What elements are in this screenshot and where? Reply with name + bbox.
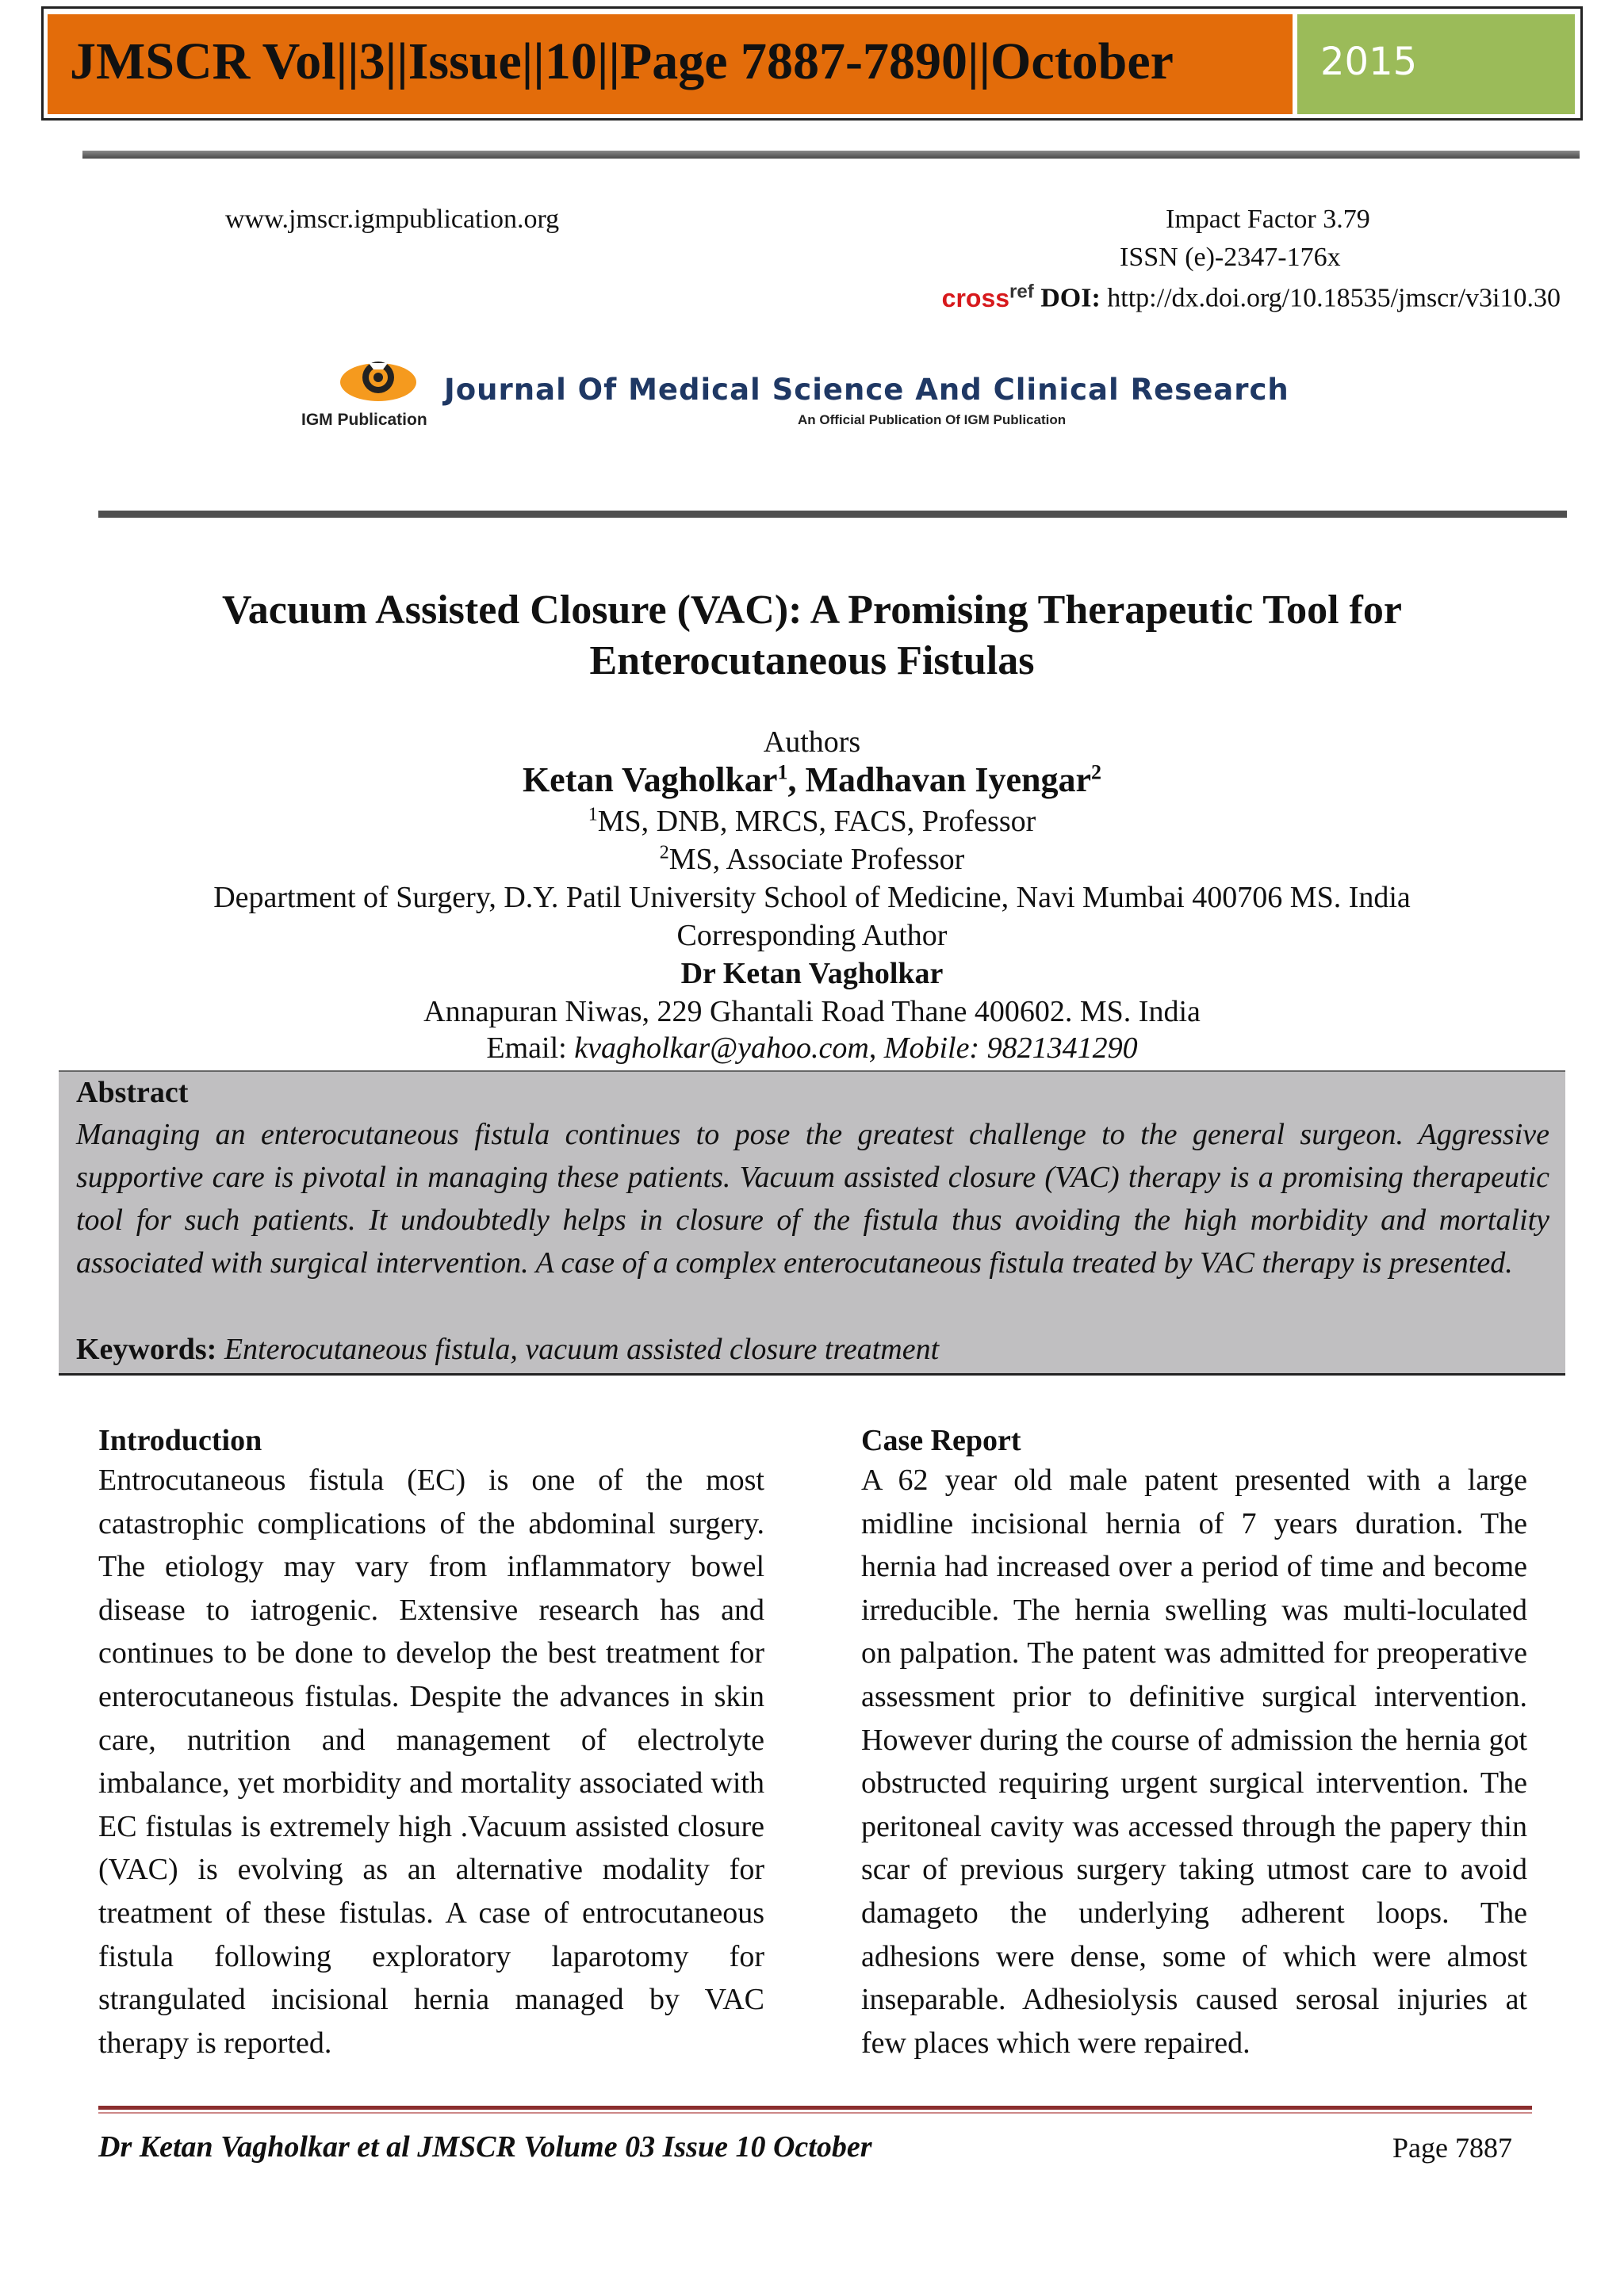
issue-year: 2015	[1320, 40, 1418, 84]
crossref-logo	[941, 281, 1034, 312]
journal-issue-title: JMSCR Vol||3||Issue||10||Page 7887-7890||October	[70, 33, 1174, 90]
affiliation-1-text: MS, DNB, MRCS, FACS, Professor	[597, 805, 1036, 838]
journal-name: Journal Of Medical Science And Clinical Research	[444, 373, 1289, 407]
doi-label: DOI:	[1040, 283, 1101, 313]
affiliation-1	[0, 804, 1624, 839]
email-label: Email:	[486, 1031, 575, 1065]
author-names	[0, 760, 1624, 800]
introduction-text: Entrocutaneous fistula (EC) is one of the most catastrophic complications of the abdominal surgery. The etiology may vary from inflammatory bowel disease to iatrogenic. Extensive research has and continues to be done to develop the best treatment for enterocutaneous fistulas. Despite the advances in skin care, nutrition and management of electrolyte imbalance, yet morbidity and mortality associated with EC fistulas is extremely high .Vacuum assisted closure (VAC) is evolving as an alternative modality for treatment of these fistulas. A case of entrocutaneous fistula following exploratory laparotomy for strangulated incisional hernia managed by VAC therapy is reported.	[98, 1464, 764, 2060]
author-separator: ,	[787, 760, 806, 799]
logo-divider	[98, 511, 1567, 518]
case-report-heading: Case Report	[861, 1424, 1021, 1457]
abstract-heading: Abstract	[76, 1076, 189, 1109]
department: Department of Surgery, D.Y. Patil University School of Medicine, Navi Mumbai 400706 MS. India	[213, 881, 1411, 914]
doi-link[interactable]: http://dx.doi.org/10.18535/jmscr/v3i10.30	[1107, 283, 1561, 313]
corresponding-author-label: Corresponding Author	[676, 919, 948, 952]
journal-tagline: An Official Publication Of IGM Publication	[798, 412, 1067, 427]
abstract-text: Managing an enterocutaneous fistula continues to pose the greatest challenge to the general surgeon. Aggressive supportive care is pivotal in managing these patients. Vacuum assisted closure (VAC) therapy is a promising therapeutic tool for such patients. It undoubtedly helps in closure of the fistula thus avoiding the high morbidity and mortality associated with surgical intervention. A case of a complex enterocutaneous fistula treated by VAC therapy is presented.	[76, 1118, 1549, 1280]
author-2-sup: 2	[1091, 760, 1102, 784]
author-1-sup: 1	[777, 760, 788, 784]
affiliation-1-sup: 1	[588, 804, 598, 825]
footer-divider-thin	[98, 2112, 1532, 2114]
author-2: Madhavan Iyengar	[805, 760, 1092, 799]
crossref-text: cross	[941, 283, 1010, 312]
introduction-heading: Introduction	[98, 1424, 262, 1457]
author-1: Ketan Vagholkar	[522, 760, 778, 799]
header-divider	[82, 151, 1580, 159]
authors-label: Authors	[763, 725, 861, 759]
footer-citation: Dr Ketan Vagholkar et al JMSCR Volume 03 Issue 10 October	[98, 2130, 872, 2164]
igm-logo-icon	[337, 355, 419, 408]
affiliation-2-sup: 2	[659, 842, 669, 863]
doi-line	[942, 281, 1561, 314]
email-mobile[interactable]: kvagholkar@yahoo.com, Mobile: 9821341290	[574, 1031, 1138, 1065]
affiliation-2	[0, 842, 1624, 877]
article-title-line1: Vacuum Assisted Closure (VAC): A Promising Therapeutic Tool for	[222, 587, 1402, 633]
journal-website-link[interactable]: www.jmscr.igmpublication.org	[225, 205, 560, 234]
igm-publication-label: IGM Publication	[301, 411, 427, 429]
keywords	[76, 1332, 939, 1367]
affiliation-2-text: MS, Associate Professor	[668, 843, 965, 876]
keywords-label: Keywords:	[76, 1333, 217, 1366]
corresponding-address: Annapuran Niwas, 229 Ghantali Road Thane 400602. MS. India	[423, 995, 1201, 1028]
corresponding-author-name: Dr Ketan Vagholkar	[680, 957, 944, 990]
page-number: Page 7887	[1392, 2132, 1512, 2164]
keywords-text: Enterocutaneous fistula, vacuum assisted closure treatment	[216, 1333, 940, 1366]
issn: ISSN (e)-2347-176x	[1120, 243, 1341, 272]
contact-info	[0, 1031, 1624, 1066]
crossref-sup: ref	[1009, 281, 1034, 302]
article-title-line2: Enterocutaneous Fistulas	[589, 638, 1035, 683]
impact-factor: Impact Factor 3.79	[1166, 205, 1370, 234]
case-report-text: A 62 year old male patent presented with a large midline incisional hernia of 7 years duration. The hernia had increased over a period of time and become irreducible. The hernia swelling was multi-loculated on palpation. The patent was admitted for preoperative assessment prior to definitive surgical intervention. However during the course of admission the hernia got obstructed requiring urgent surgical intervention. The peritoneal cavity was accessed through the papery thin scar of previous surgery taking utmost care to avoid damageto the underlying adherent loops. The adhesions were dense, some of which were almost inseparable. Adhesiolysis caused serosal injuries at few places which were repaired.	[861, 1464, 1527, 2060]
footer-divider	[98, 2106, 1532, 2110]
